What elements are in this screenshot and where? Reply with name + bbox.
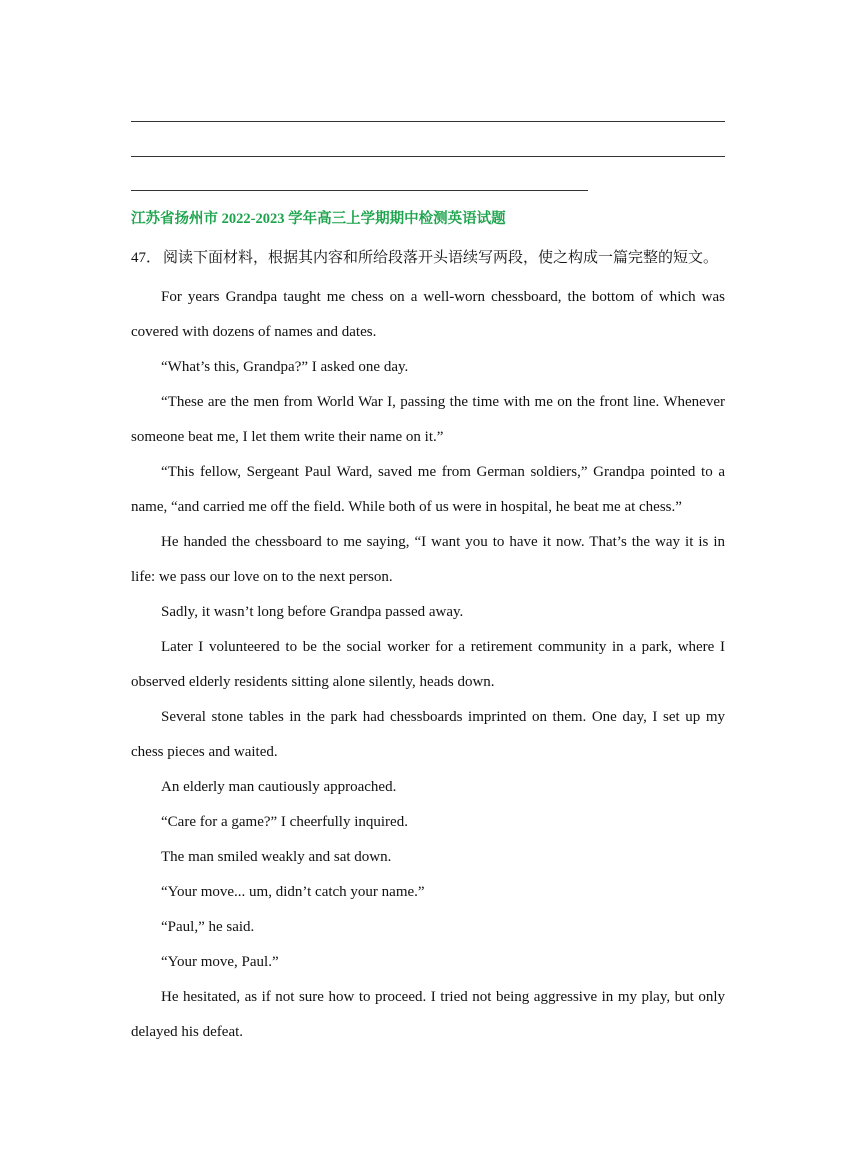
paragraph: “Paul,” he said. [161,919,255,935]
answer-line [131,156,725,157]
paragraph: “This fellow, Sergeant Paul Ward, saved me from German soldiers,” Grandpa pointed to a name, “and carried me off the field. While both of us were in hospital, he beat me at chess.” [131,464,725,515]
passage [131,280,725,1050]
paragraph: “Care for a game?” I cheerfully inquired. [161,814,408,830]
question-number: 47． [131,250,162,266]
paragraph: Later I volunteered to be the social worker for a retirement community in a park, where I observed elderly residents sitting alone silently, heads down. [131,639,725,690]
paragraph: He hesitated, as if not sure how to proceed. I tried not being aggressive in my play, but only delayed his defeat. [131,989,725,1040]
paragraph: “Your move... um, didn’t catch your name.” [161,884,425,900]
paragraph: He handed the chessboard to me saying, “I want you to have it now. That’s the way it is in life: we pass our love on to the next person. [131,534,725,585]
answer-line [131,121,725,122]
paragraph: Sadly, it wasn’t long before Grandpa passed away. [161,604,464,620]
paragraph: The man smiled weakly and sat down. [161,849,392,865]
source-title: 江苏省扬州市 2022-2023 学年高三上学期期中检测英语试题 [131,211,506,227]
paragraph: “Your move, Paul.” [161,954,279,970]
instruction-text: 阅读下面材料，根据其内容和所给段落开头语续写两段，使之构成一篇完整的短文。 [163,250,719,266]
answer-line [131,190,588,191]
paragraph: For years Grandpa taught me chess on a well-worn chessboard, the bottom of which was covered with dozens of names and dates. [131,289,725,340]
paragraph: An elderly man cautiously approached. [161,779,397,795]
paragraph: “What’s this, Grandpa?” I asked one day. [161,359,409,375]
paragraph: Several stone tables in the park had chessboards imprinted on them. One day, I set up my chess pieces and waited. [131,709,725,760]
question-instruction [131,248,718,268]
paragraph: “These are the men from World War I, passing the time with me on the front line. Whenever someone beat me, I let them write their name on it.” [131,394,725,445]
